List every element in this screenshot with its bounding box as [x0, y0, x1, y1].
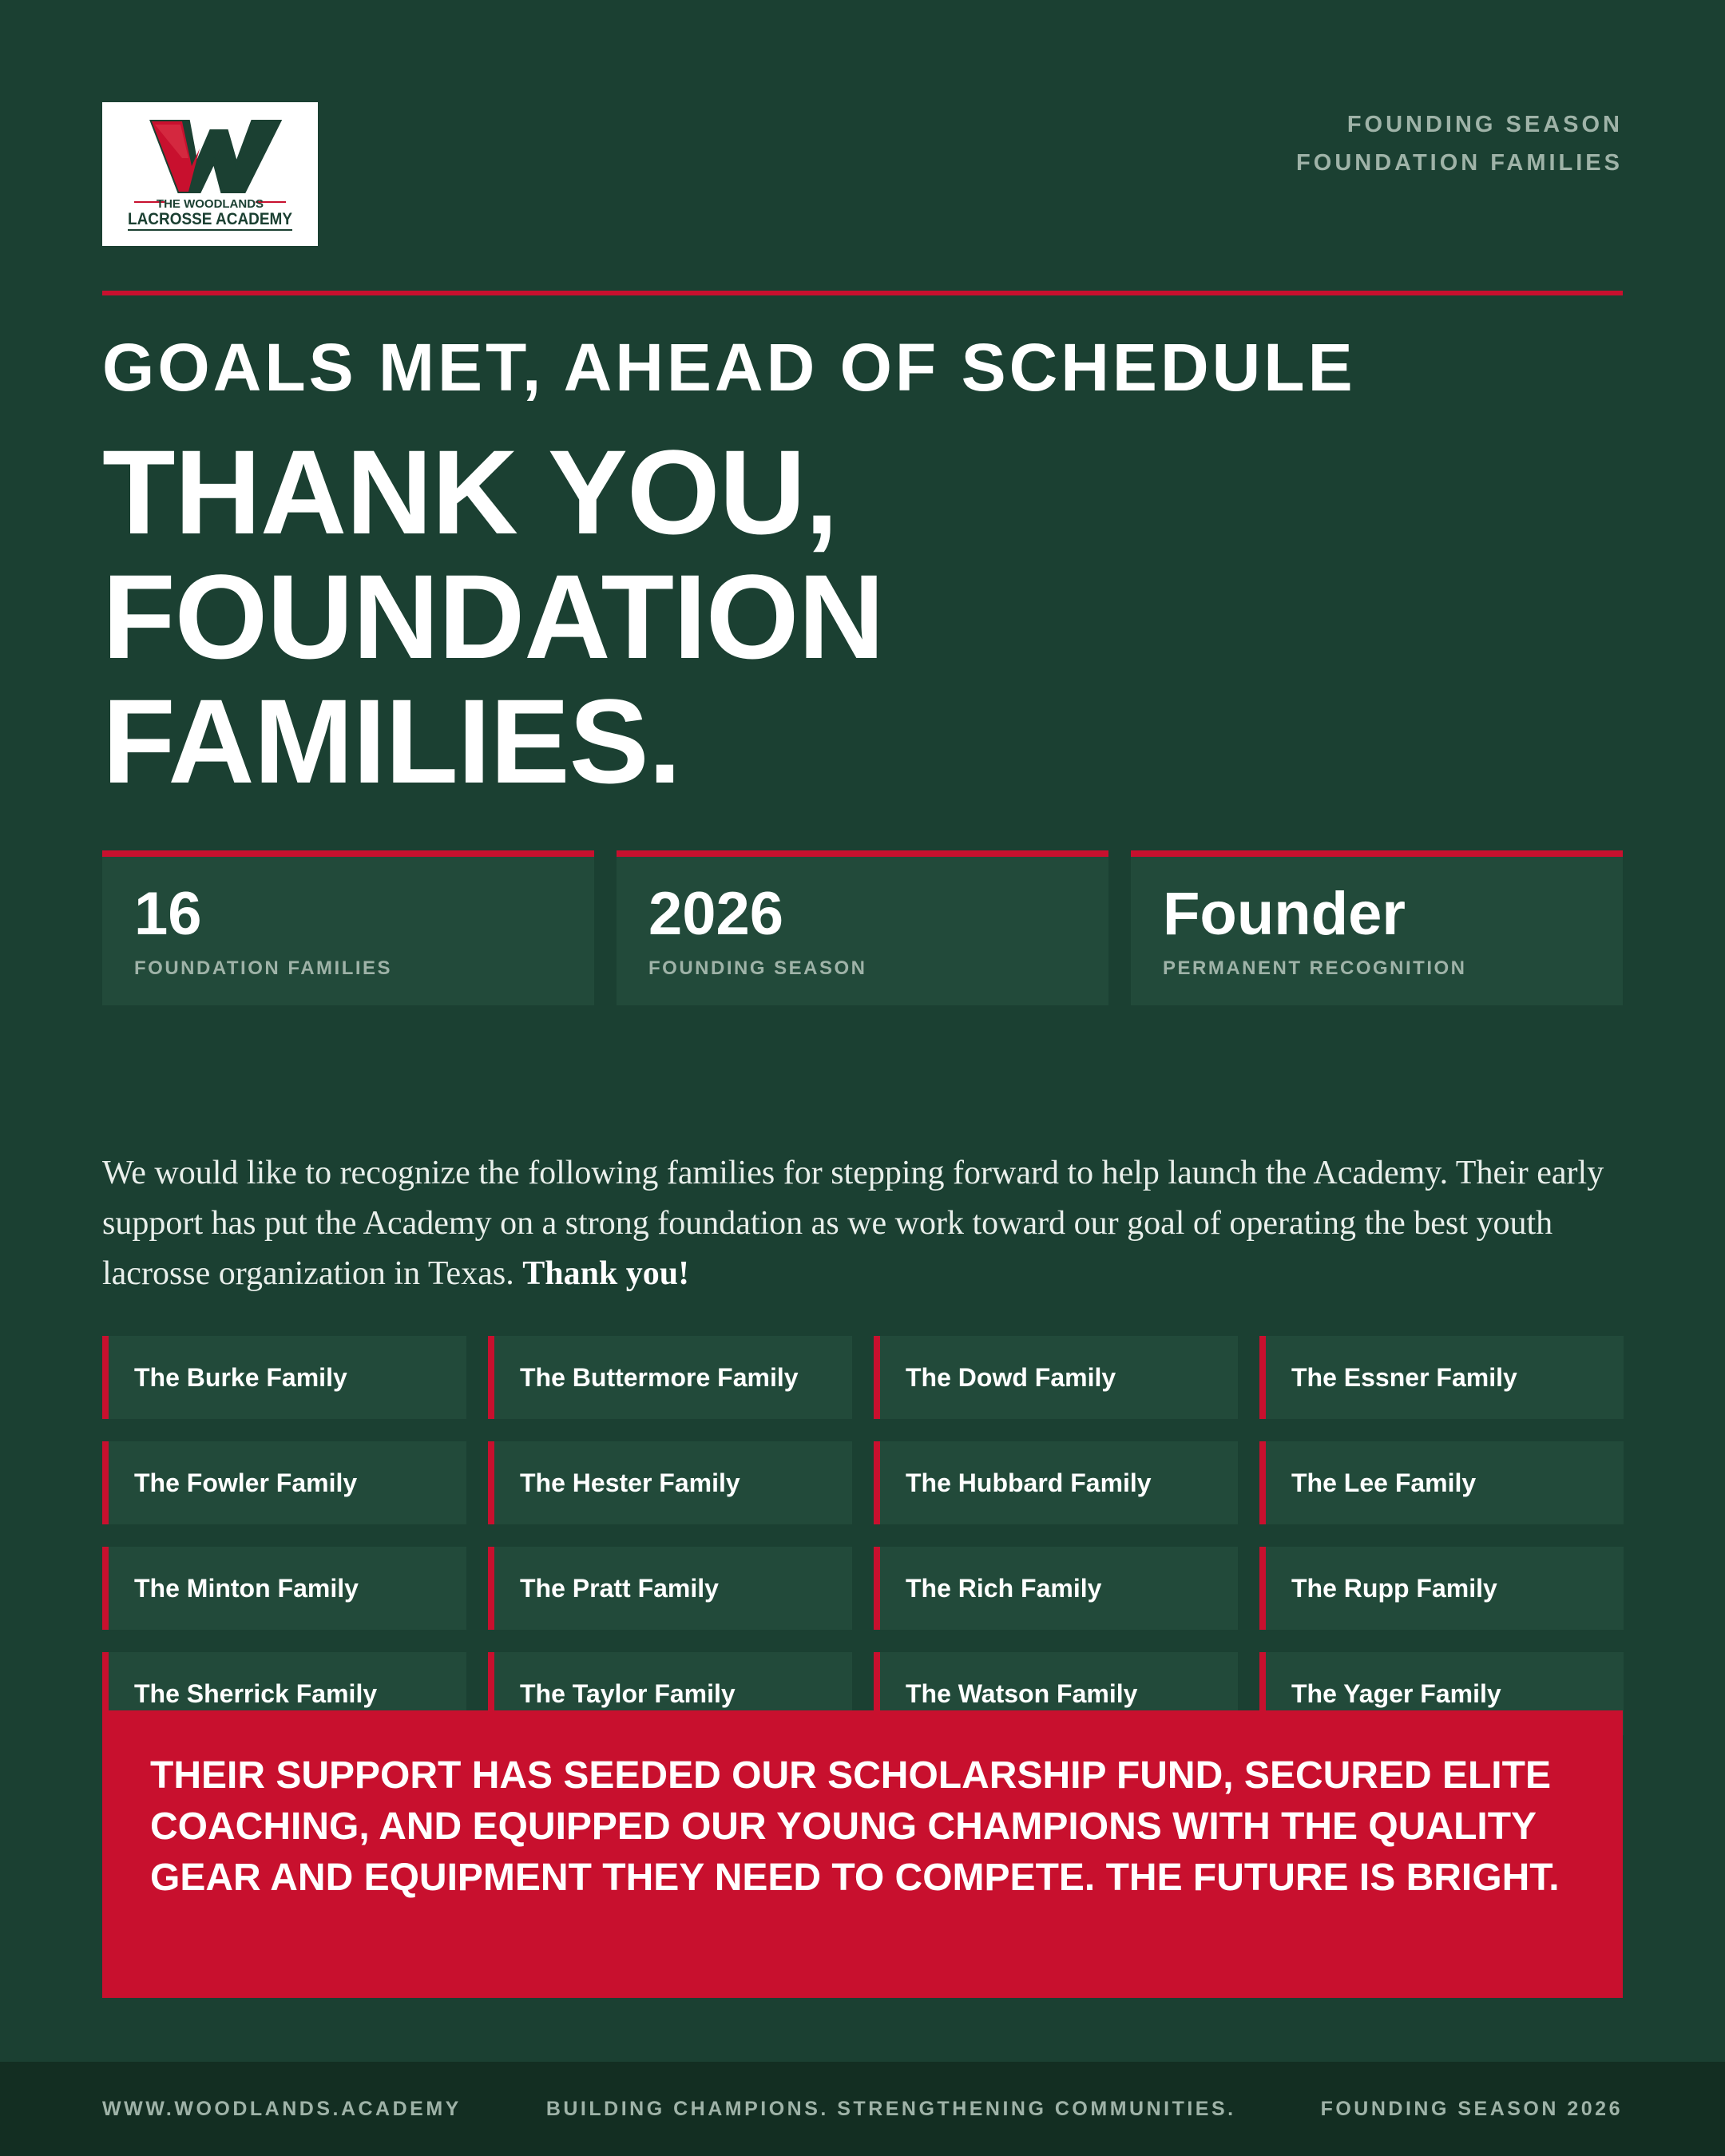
- stat-label: PERMANENT RECOGNITION: [1163, 957, 1467, 979]
- header: [102, 102, 1623, 246]
- family-card: The Fowler Family: [102, 1441, 466, 1524]
- intro-emphasis: Thank you!: [522, 1255, 690, 1292]
- family-card: The Lee Family: [1259, 1441, 1624, 1524]
- divider: [102, 291, 1623, 295]
- family-card: The Rupp Family: [1259, 1547, 1624, 1630]
- families-grid: [102, 1336, 1623, 1735]
- footer: [0, 2062, 1725, 2156]
- family-card: The Burke Family: [102, 1336, 466, 1419]
- family-card: The Rich Family: [874, 1547, 1238, 1630]
- stat-value: Founder: [1163, 880, 1406, 948]
- header-line2: FOUNDATION FAMILIES: [1296, 150, 1623, 176]
- intro-paragraph: [102, 1148, 1623, 1299]
- footer-season: FOUNDING SEASON 2026: [1320, 2097, 1623, 2120]
- title-line2: FOUNDATION: [102, 549, 884, 684]
- stat-card-season: [617, 850, 1108, 1005]
- family-card: The Buttermore Family: [488, 1336, 852, 1419]
- footer-tagline: BUILDING CHAMPIONS. STRENGTHENING COMMUNITIES.: [545, 2097, 1236, 2120]
- header-tagline: [1296, 105, 1623, 182]
- family-card: The Taylor Family: [488, 1652, 852, 1735]
- header-line1: FOUNDING SEASON: [1346, 112, 1623, 137]
- family-card: The Essner Family: [1259, 1336, 1624, 1419]
- family-card: The Sherrick Family: [102, 1652, 466, 1735]
- eyebrow-heading: GOALS MET, AHEAD OF SCHEDULE: [102, 330, 1356, 405]
- family-card: The Pratt Family: [488, 1547, 852, 1630]
- logo-line1: THE WOODLANDS: [156, 197, 264, 211]
- stat-label: FOUNDATION FAMILIES: [134, 957, 393, 979]
- stat-value: 16: [134, 880, 202, 948]
- family-card: The Hubbard Family: [874, 1441, 1238, 1524]
- page-title: [102, 425, 884, 808]
- family-card: The Watson Family: [874, 1652, 1238, 1735]
- stats-row: [102, 850, 1623, 1005]
- callout-text: THEIR SUPPORT HAS SEEDED OUR SCHOLARSHIP FUND, SECURED ELITE COACHING, AND EQUIPPED OUR YOUNG CHAMPIONS WITH THE QUALITY GEAR AND EQUIPMENT THEY NEED TO COMPETE. THE FUTURE IS BRIGHT.: [150, 1754, 1560, 1899]
- w-logo-icon: [102, 102, 318, 246]
- flyer: [102, 102, 1623, 1899]
- family-card: The Yager Family: [1259, 1652, 1624, 1735]
- stat-card-recognition: [1131, 850, 1623, 1005]
- stat-value: 2026: [648, 880, 784, 948]
- callout-banner: [102, 1710, 1623, 1998]
- footer-website-link[interactable]: WWW.WOODLANDS.ACADEMY: [102, 2097, 462, 2120]
- family-card: The Dowd Family: [874, 1336, 1238, 1419]
- stat-label: FOUNDING SEASON: [648, 957, 867, 979]
- title-line1: THANK YOU,: [102, 425, 838, 559]
- family-card: The Hester Family: [488, 1441, 852, 1524]
- stat-card-families: [102, 850, 594, 1005]
- academy-logo: [102, 102, 318, 246]
- title-line3: FAMILIES.: [102, 674, 681, 808]
- intro-text: We would like to recognize the following families for stepping forward to help launch the Academy. Their early support has put the Academy on a strong foundation as we work toward our goal of operating the best youth lacrosse organization in Texas.: [102, 1155, 1604, 1292]
- logo-line2: LACROSSE ACADEMY: [128, 210, 292, 228]
- family-card: The Minton Family: [102, 1547, 466, 1630]
